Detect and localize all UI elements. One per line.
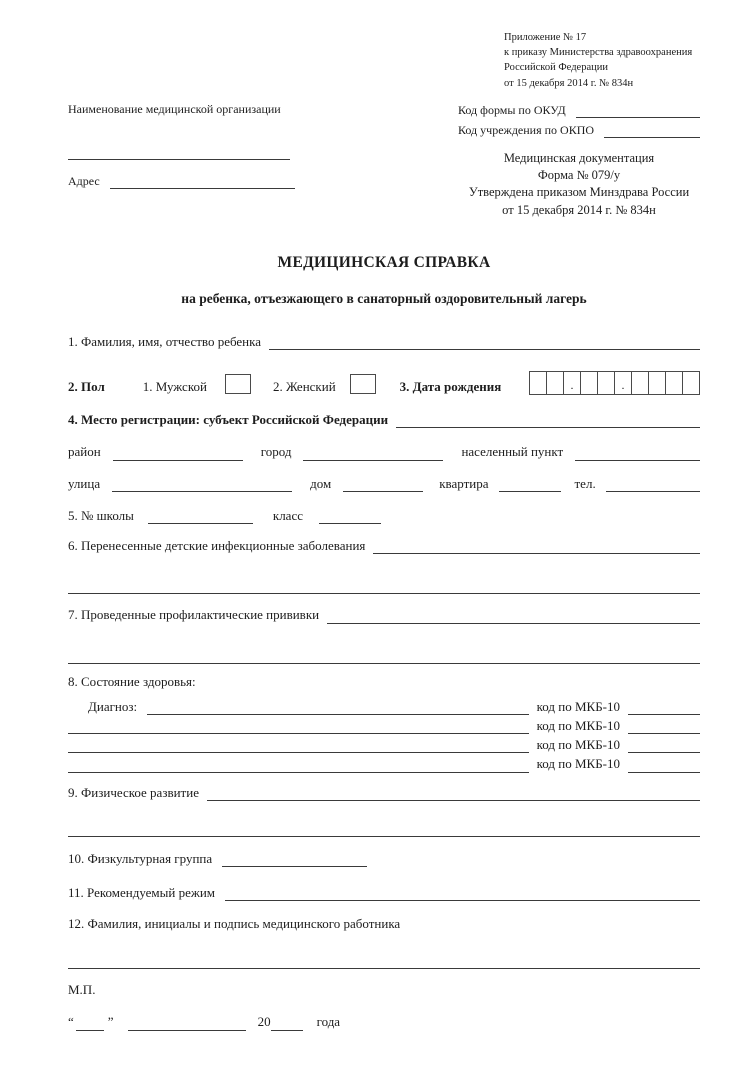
physical-development-fill-line [207,785,700,801]
house-label: дом [310,475,332,491]
sex-female-label: 2. Женский [272,378,336,394]
year-prefix: 20 [257,1014,271,1030]
month-fill-line [128,1015,246,1031]
year-fill-line [271,1015,303,1031]
appendix-block [504,30,700,91]
appendix-line: Приложение № 17 [504,32,587,43]
diagnosis-row-1 [68,699,700,715]
settlement-label: населенный пункт [461,444,564,460]
okud-row [458,102,700,118]
field-registration-street [68,476,700,492]
sex-label: 2. Пол [68,378,105,394]
year-suffix: года [316,1014,341,1030]
pe-group-label: 10. Физкультурная группа [68,850,213,866]
infections-fill-line [373,538,700,554]
appendix-line: к приказу Министерства здравоохранения [504,47,693,59]
organization-name-label: Наименование медицинской организации [68,101,281,116]
field-health-state [68,674,700,690]
organization-name-fill-line [68,144,290,160]
medical-worker-signature-line [68,932,700,969]
phone-label: тел. [574,475,596,491]
doc-form-line: Форма № 079/у [537,168,621,183]
street-label: улица [68,475,101,491]
fill-line [68,648,700,664]
icd-code-fill-line [628,699,700,715]
icd-code-fill-line [628,737,700,753]
sex-male-checkbox [225,374,251,394]
doc-form-line: от 15 декабря 2014 г. № 834н [502,202,656,217]
address-fill-line [110,173,295,189]
field-physical-development [68,785,700,801]
regime-fill-line [225,885,700,901]
header-columns [68,102,700,219]
field-sex-and-birthdate [68,371,700,395]
field-vaccinations [68,607,700,623]
district-label: район [68,444,101,460]
birthdate-cell [665,371,683,395]
date-row [68,1014,700,1030]
school-number-label: 5. № школы [68,507,134,523]
diagnosis-fill-line [68,718,529,734]
field-registration [68,412,700,428]
diagnosis-fill-line [147,699,528,715]
page-title: МЕДИЦИНСКАЯ СПРАВКА [277,253,491,271]
icd-code-fill-line [628,757,700,773]
phone-fill-line [606,476,700,492]
diagnosis-row-3 [68,737,700,753]
icd-code-label: код по МКБ-10 [536,717,620,733]
fill-line [68,953,700,969]
stamp-label: М.П. [68,982,96,998]
organization-block [68,102,308,219]
birthdate-cell [682,371,700,395]
field-regime [68,885,700,901]
registration-label: 4. Место регистрации: субъект Российской Федерации [68,412,389,428]
class-fill-line [319,508,381,524]
doc-form-block [458,150,700,219]
doc-form-line: Медицинская документация [503,150,655,165]
quote-open: “ [68,1014,74,1030]
birthdate-cell [631,371,649,395]
physical-development-label: 9. Физическое развитие [68,784,199,800]
quote-close: ” [107,1014,114,1030]
child-name-fill-line [269,334,700,350]
infections-label: 6. Перенесенные детские инфекционные заболевания [68,538,366,554]
field-pe-group [68,851,700,867]
birthdate-cell [529,371,547,395]
birthdate-boxes [529,371,700,395]
house-fill-line [343,476,423,492]
diagnosis-fill-line [68,737,529,753]
diagnosis-fill-line [68,757,529,773]
vaccinations-fill-line [327,608,700,624]
apartment-label: квартира [439,475,489,491]
okpo-label: Код учреждения по ОКПО [458,122,595,137]
birthdate-cell [648,371,666,395]
street-fill-line [112,476,292,492]
icd-code-label: код по МКБ-10 [536,737,620,753]
diagnosis-row-2 [68,718,700,734]
district-fill-line [113,445,243,461]
city-label: город [260,444,292,460]
sex-female-checkbox [350,374,376,394]
okpo-row [458,122,700,138]
day-fill-line [76,1015,104,1031]
health-state-label: 8. Состояние здоровья: [68,673,196,689]
medical-worker-label: 12. Фамилия, инициалы и подпись медицинского работника [68,916,401,932]
okud-fill-line [576,102,700,118]
doc-form-line: Утверждена приказом Минздрава России [468,185,690,200]
appendix-line: от 15 декабря 2014 г. № 834н [504,77,634,89]
appendix-line: Российской Федерации [504,62,608,74]
diagnosis-label: Диагноз: [88,698,138,714]
sex-male-label: 1. Мужской [142,378,207,394]
page-subtitle: на ребенка, отъезжающего в санаторный оздоровительный лагерь [181,290,587,306]
birthdate-cell [546,371,564,395]
field-school [68,508,700,524]
physical-development-extra-line [68,801,700,837]
vaccinations-extra-line [68,624,700,664]
icd-code-fill-line [628,718,700,734]
address-label: Адрес [68,173,100,188]
pe-group-fill-line [222,851,367,867]
vaccinations-label: 7. Проведенные профилактические прививки [68,607,320,623]
city-fill-line [303,445,443,461]
field-registration-district-city [68,444,700,460]
apartment-fill-line [499,476,561,492]
infections-extra-line [68,554,700,594]
address-row [68,173,308,189]
regime-label: 11. Рекомендуемый режим [68,885,216,901]
fill-line [68,821,700,837]
icd-code-label: код по МКБ-10 [536,698,620,714]
stamp-block [68,982,700,998]
field-infections [68,538,700,554]
codes-block [458,102,700,219]
settlement-fill-line [575,445,700,461]
school-number-fill-line [148,508,253,524]
birthdate-label: 3. Дата рождения [399,378,502,394]
okpo-fill-line [604,122,700,138]
fill-line [68,578,700,594]
field-child-name [68,334,700,350]
birthdate-separator-cell: . [563,371,581,395]
field-medical-worker [68,916,700,932]
registration-fill-line [396,412,700,428]
medical-certificate-form [0,30,750,1091]
diagnosis-row-4 [68,756,700,772]
icd-code-label: код по МКБ-10 [536,756,620,772]
birthdate-separator-cell: . [614,371,632,395]
birthdate-cell [597,371,615,395]
okud-label: Код формы по ОКУД [458,102,566,117]
class-label: класс [272,507,303,523]
child-name-label: 1. Фамилия, имя, отчество ребенка [68,333,262,349]
birthdate-cell [580,371,598,395]
